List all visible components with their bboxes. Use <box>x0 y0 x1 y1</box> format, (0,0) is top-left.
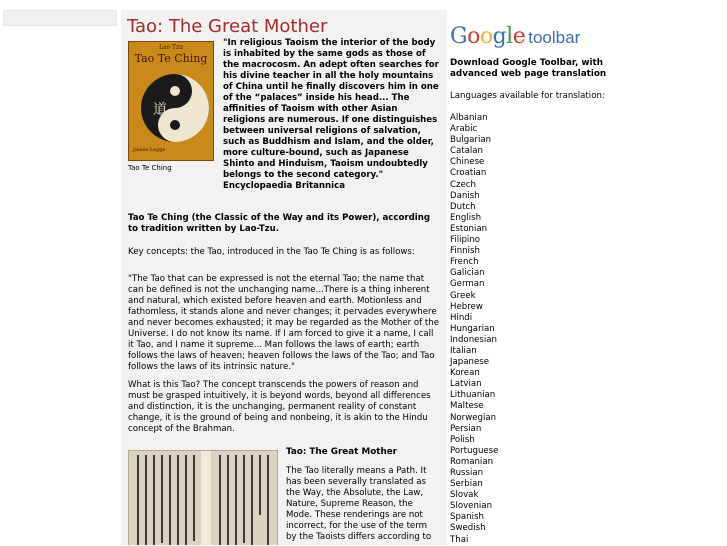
language-item[interactable]: Korean <box>450 368 480 379</box>
language-item[interactable]: Serbian <box>450 479 483 490</box>
languages-heading: Languages available for translation: <box>450 91 605 101</box>
tao-quote-paragraph: "The Tao that can be expressed is not the eternal Tao; the name that can be defined is not the unchanging name...There is a thing inherent and natural, which existed before heaven and earth. Motionless and fathomless, it stands alone and never changes; it pervades everywhere and never becomes exhausted; it may be regarded as the Mother of the Universe. I do not know its name. If I am forced to give it a name, I call it Tao, and I name it supreme... Man follows the laws of earth; earth follows the laws of heaven; heaven follows the laws of the Tao; and Tao follows the laws of its intrinsic nature." <box>128 274 440 372</box>
language-item[interactable]: Latvian <box>450 379 482 390</box>
language-item[interactable]: Norwegian <box>450 412 497 423</box>
language-item[interactable]: Portuguese <box>450 445 499 456</box>
language-item[interactable]: Russian <box>450 468 484 478</box>
language-item[interactable]: Slovak <box>450 490 479 501</box>
yin-yang-icon <box>131 68 211 146</box>
language-item[interactable]: Chinese <box>450 157 485 168</box>
language-item[interactable]: Hindi <box>450 312 473 323</box>
language-item[interactable]: Indonesian <box>450 334 498 345</box>
language-item[interactable]: Swedish <box>450 523 486 534</box>
language-item[interactable]: Spanish <box>450 512 484 523</box>
svg-text:道: 道 <box>153 102 167 118</box>
language-item[interactable]: Italian <box>450 345 477 356</box>
language-item[interactable]: Croatian <box>450 168 487 179</box>
intro-paragraph: Tao Te Ching (the Classic of the Way and its Power), according to tradition written by Lao-Tzu. <box>128 213 431 234</box>
google-wordmark <box>450 24 525 49</box>
britannica-quote: "In religious Taoism the interior of the body is inhabited by the same gods as those of the macrocosm. An adept often searches for his divine teacher in all the holy mountains of China until he finally discovers him in one of the “palaces” inside his head... The affinities of Taoism with other Asian religions are numerous. If one distinguishes between universal religions of salvation, such as Buddhism and Islam, and the older, more culture-bound, such as Japanese Shinto and Hinduism, Taoism undoubtedly belongs to the second category." Encyclopaedia Britannica <box>223 38 439 191</box>
key-concepts-paragraph: Key concepts: the Tao, introduced in the Tao Te Ching is as follows: <box>128 247 415 257</box>
language-item[interactable]: French <box>450 257 479 268</box>
google-letter: o <box>479 24 493 49</box>
language-item[interactable]: Lithuanian <box>450 390 496 401</box>
book-cover-title: Tao Te Ching <box>134 52 208 65</box>
google-letter: G <box>450 24 468 49</box>
language-item[interactable]: Estonian <box>450 223 488 234</box>
section-title: Tao: The Great Mother <box>286 447 398 457</box>
language-item[interactable]: Galician <box>450 268 485 279</box>
language-item[interactable]: Czech <box>450 179 476 190</box>
main-content <box>121 10 447 545</box>
language-item[interactable]: Polish <box>450 434 475 445</box>
language-item[interactable]: Persian <box>450 423 482 434</box>
google-letter: o <box>467 24 480 49</box>
language-item[interactable]: Filipino <box>450 235 481 246</box>
language-item[interactable]: Thai <box>450 534 469 545</box>
book-cover-image <box>128 41 214 161</box>
language-item[interactable]: Japanese <box>450 357 490 368</box>
language-item[interactable]: Greek <box>450 290 476 301</box>
download-toolbar-link[interactable]: Download Google Toolbar, with advanced web page translation <box>450 58 607 79</box>
language-item[interactable]: Romanian <box>450 456 494 467</box>
language-item[interactable]: Finnish <box>450 246 480 257</box>
language-item[interactable]: English <box>450 212 482 223</box>
google-letter: e <box>512 24 526 49</box>
language-item[interactable]: Arabic <box>450 124 478 135</box>
language-item[interactable]: Danish <box>450 190 480 201</box>
language-item[interactable]: Maltese <box>450 401 484 412</box>
google-letter: g <box>492 24 507 49</box>
book-cover-top: Lao Tzu <box>158 44 184 51</box>
toolbar-wordmark: toolbar <box>528 28 581 47</box>
language-item[interactable]: Slovenian <box>450 501 493 512</box>
book-cover-author: James Legge <box>133 147 166 153</box>
book-caption: Tao Te Ching <box>128 164 172 172</box>
calligraphy-scroll-image <box>128 450 278 545</box>
language-item[interactable]: German <box>450 279 485 290</box>
google-toolbar-logo[interactable] <box>450 24 582 54</box>
google-letters <box>450 24 525 49</box>
left-column <box>0 0 118 545</box>
language-item[interactable]: Dutch <box>450 201 476 212</box>
google-letter: l <box>506 24 513 49</box>
section-body: The Tao literally means a Path. It has been severally translated as the Way, the Absolute, the Law, Nature, Supreme Reason, the Mode. These renderings are not incorrect, for the use of the term by the Taoists differs according to <box>286 466 432 542</box>
language-item[interactable]: Hungarian <box>450 323 495 334</box>
language-item[interactable]: Hebrew <box>450 301 483 312</box>
languages-list <box>450 113 498 546</box>
page-title: Tao: The Great Mother <box>127 16 328 37</box>
language-item[interactable]: Albanian <box>450 113 488 123</box>
language-item[interactable]: Bulgarian <box>450 135 492 146</box>
language-item[interactable]: Catalan <box>450 146 484 157</box>
tao-explanation-paragraph: What is this Tao? The concept transcends the powers of reason and must be grasped intuitively, it is beyond words, beyond all differences and distinction, it is the unchanging, permanent reality of constant change, it is the ground of being and nonbeing, it is akin to the Hindu concept of the Brahman. <box>128 380 431 434</box>
left-search-box[interactable] <box>3 10 117 26</box>
